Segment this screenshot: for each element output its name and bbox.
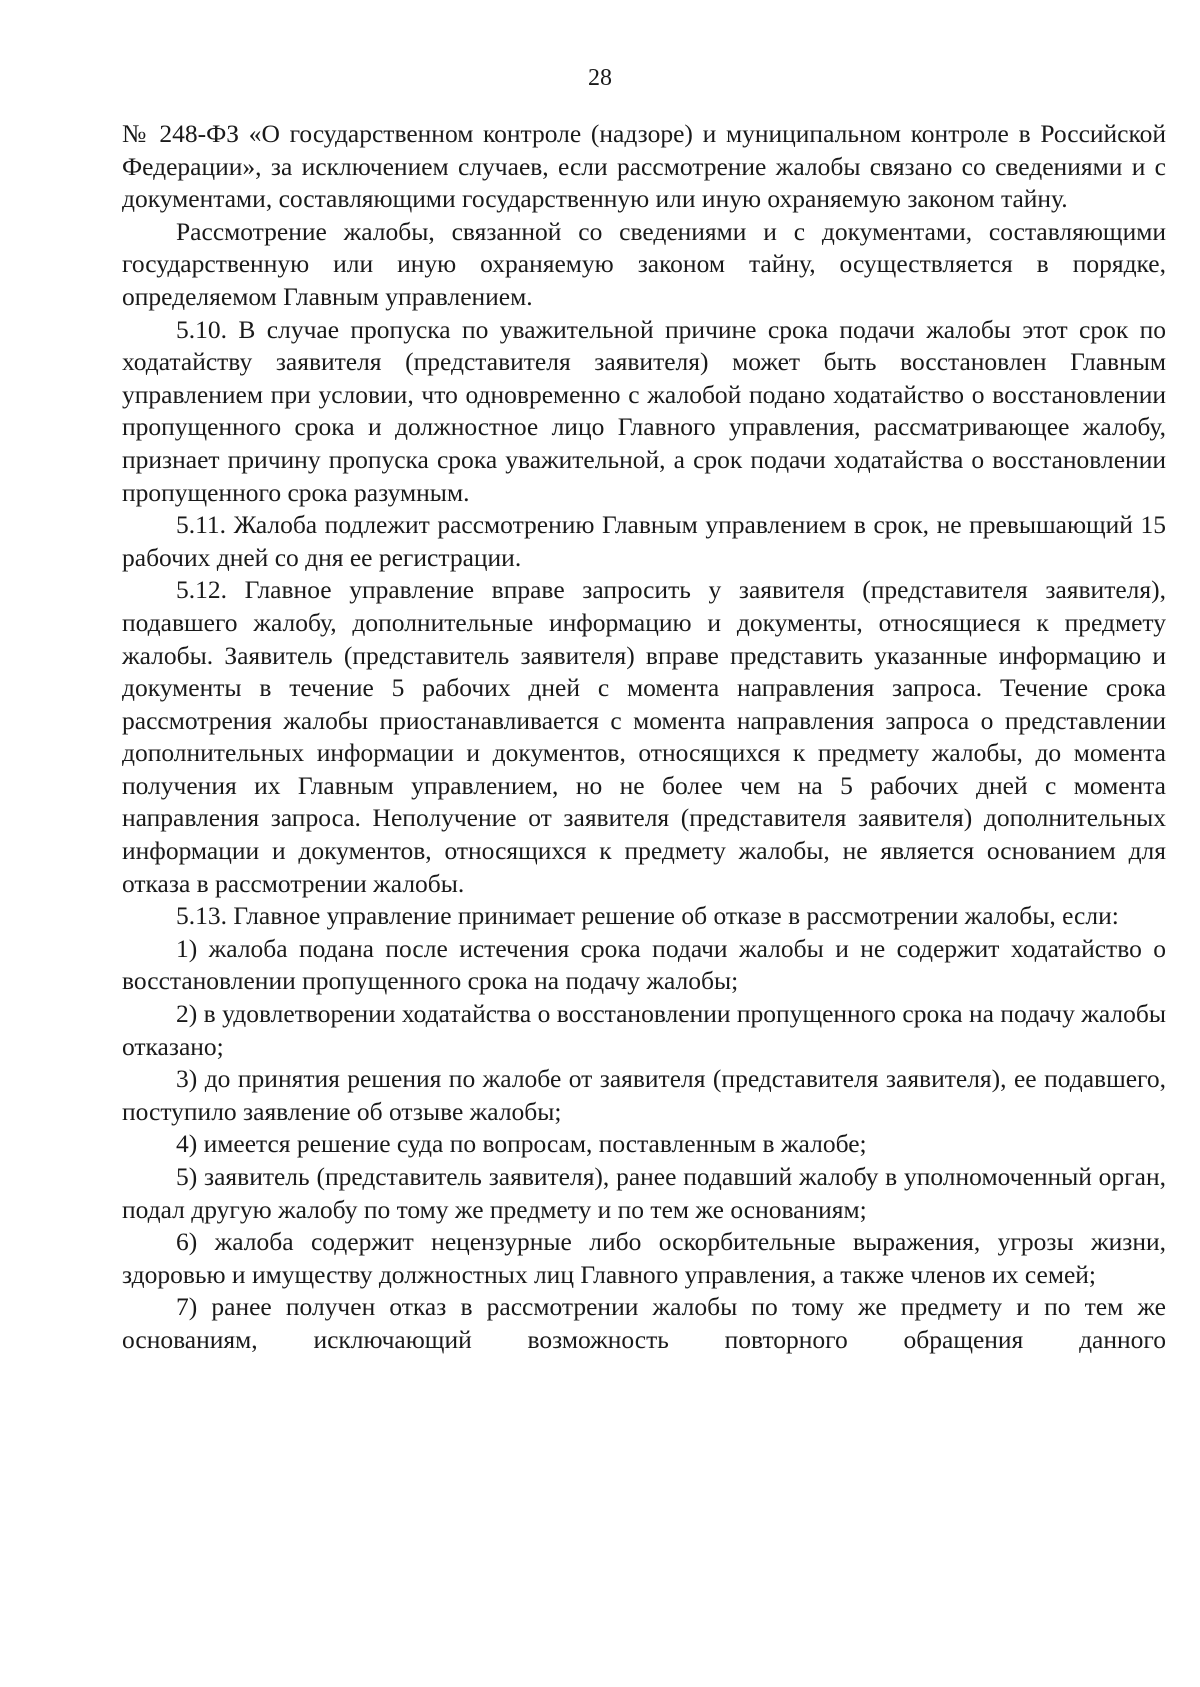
list-item-4: 4) имеется решение суда по вопросам, поставленным в жалобе; bbox=[176, 1129, 867, 1159]
list-item-5: 5) заявитель (представитель заявителя), ранее подавший жалобу в уполномоченный орган, подал другую жалобу по тому же предмету и по тем же основаниям; bbox=[122, 1162, 1166, 1224]
paragraph-5-12: 5.12. Главное управление вправе запросить у заявителя (представителя заявителя), подавшего жалобу, дополнительные информацию и документы, относящиеся к предмету жалобы. Заявитель (представитель заявителя) вправе представить указанные информацию и документы в течение 5 рабочих дней с момента направления запроса. Течение срока рассмотрения жалобы приостанавливается с момента направления запроса о представлении дополнительных информации и документов, относящихся к предмету жалобы, до момента получения их Главным управлением, но не более чем на 5 рабочих дней с момента направления запроса. Неполучение от заявителя (представителя заявителя) дополнительных информации и документов, относящихся к предмету жалобы, не является основанием для отказа в рассмотрении жалобы. bbox=[122, 575, 1166, 898]
paragraph-5-10: 5.10. В случае пропуска по уважительной причине срока подачи жалобы этот срок по ходатайству заявителя (представителя заявителя) может быть восстановлен Главным управлением при условии, что одновременно с жалобой подано ходатайство о восстановлении пропущенного срока и должностное лицо Главного управления, рассматривающее жалобу, признает причину пропуска срока уважительной, а срок подачи ходатайства о восстановлении пропущенного срока разумным. bbox=[122, 314, 1166, 507]
document-body bbox=[122, 118, 1166, 1357]
list-item-6: 6) жалоба содержит нецензурные либо оскорбительные выражения, угрозы жизни, здоровью и имуществу должностных лиц Главного управления, а также членов их семей; bbox=[122, 1227, 1166, 1289]
paragraph-classified-review: Рассмотрение жалобы, связанной со сведениями и с документами, составляющими государственную или иную охраняемую законом тайну, осуществляется в порядке, определяемом Главным управлением. bbox=[122, 216, 1166, 311]
list-item-2: 2) в удовлетворении ходатайства о восстановлении пропущенного срока на подачу жалобы отказано; bbox=[122, 999, 1166, 1061]
list-item-3: 3) до принятия решения по жалобе от заявителя (представителя заявителя), ее подавшего, поступило заявление об отзыве жалобы; bbox=[122, 1064, 1166, 1126]
paragraph-continuation: № 248-ФЗ «О государственном контроле (надзоре) и муниципальном контроле в Российской Федерации», за исключением случаев, если рассмотрение жалобы связано со сведениями и с документами, составляющими государственную или иную охраняемую законом тайну. bbox=[122, 119, 1166, 214]
paragraph-5-13: 5.13. Главное управление принимает решение об отказе в рассмотрении жалобы, если: bbox=[176, 901, 1119, 931]
paragraph-5-11: 5.11. Жалоба подлежит рассмотрению Главным управлением в срок, не превышающий 15 рабочих дней со дня ее регистрации. bbox=[122, 510, 1166, 572]
list-item-7: 7) ранее получен отказ в рассмотрении жалобы по тому же предмету и по тем же основаниям, исключающий возможность повторного обращения данного bbox=[122, 1292, 1166, 1354]
list-item-1: 1) жалоба подана после истечения срока подачи жалобы и не содержит ходатайство о восстановлении пропущенного срока на подачу жалобы; bbox=[122, 933, 1166, 996]
page-number: 28 bbox=[588, 65, 612, 91]
